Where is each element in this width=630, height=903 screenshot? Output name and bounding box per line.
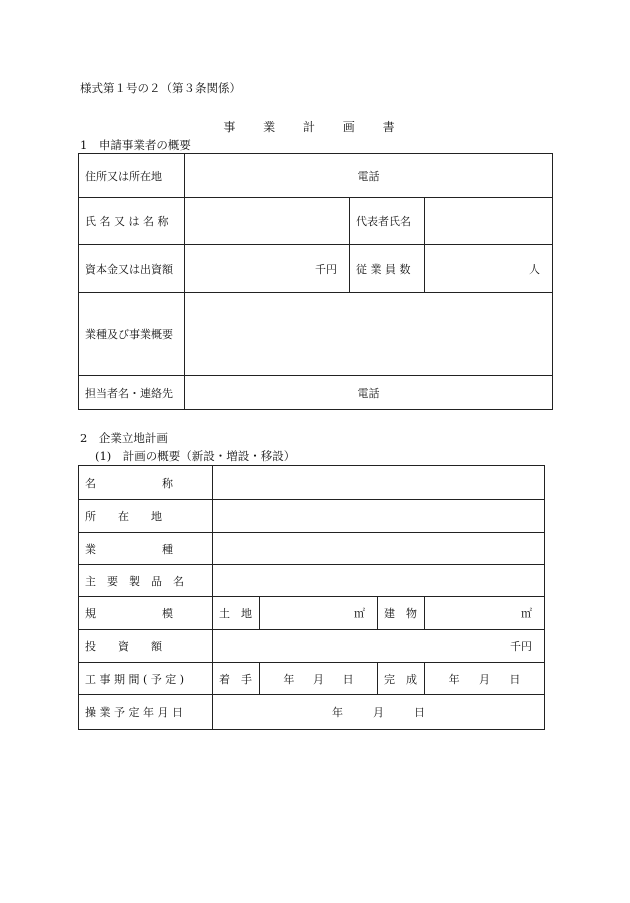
employees-field[interactable] bbox=[425, 245, 553, 293]
start-month-label: 月 bbox=[312, 672, 324, 686]
address-field[interactable] bbox=[185, 154, 553, 198]
completion-month-label: 月 bbox=[478, 672, 490, 686]
land-area-field[interactable] bbox=[260, 597, 378, 630]
operation-month-label: 月 bbox=[373, 706, 384, 719]
table-row bbox=[79, 245, 553, 293]
table-row bbox=[79, 533, 545, 565]
business-label: 業種及び事業概要 bbox=[79, 293, 185, 376]
section2-heading: 2 企業立地計画 bbox=[80, 431, 168, 445]
representative-label: 代表者氏名 bbox=[350, 198, 425, 245]
representative-field[interactable] bbox=[425, 198, 553, 245]
table-row bbox=[79, 500, 545, 533]
investment-field[interactable] bbox=[213, 630, 545, 663]
phone-label: 電話 bbox=[357, 169, 380, 183]
table-row bbox=[79, 630, 545, 663]
start-date-field[interactable] bbox=[260, 663, 378, 695]
land-unit: ㎡ bbox=[354, 607, 365, 620]
section1-heading: 1 申請事業者の概要 bbox=[80, 138, 191, 152]
operation-day-label: 日 bbox=[414, 706, 425, 719]
products-label: 主 要 製 品 名 bbox=[79, 565, 213, 597]
completion-date-field[interactable] bbox=[425, 663, 545, 695]
industry-field[interactable] bbox=[213, 533, 545, 565]
contact-phone-label: 電話 bbox=[357, 386, 380, 400]
scale-label: 規 模 bbox=[79, 597, 213, 630]
completion-year-label: 年 bbox=[448, 672, 460, 686]
products-field[interactable] bbox=[213, 565, 545, 597]
start-year-label: 年 bbox=[283, 672, 295, 686]
form-number: 様式第１号の２（第３条関係） bbox=[80, 81, 241, 95]
table-row bbox=[79, 293, 553, 376]
investment-unit: 千円 bbox=[510, 640, 532, 653]
building-area-field[interactable] bbox=[425, 597, 545, 630]
operation-date-field[interactable] bbox=[213, 695, 545, 730]
applicant-overview-table bbox=[78, 153, 553, 410]
facility-name-field[interactable] bbox=[213, 466, 545, 500]
location-plan-table bbox=[78, 465, 545, 730]
industry-label: 業 種 bbox=[79, 533, 213, 565]
location-label: 所 在 地 bbox=[79, 500, 213, 533]
contact-label: 担当者名・連絡先 bbox=[79, 376, 185, 410]
completion-day-label: 日 bbox=[509, 672, 521, 686]
name-label: 氏 名 又 は 名 称 bbox=[79, 198, 185, 245]
address-label: 住所又は所在地 bbox=[79, 154, 185, 198]
building-label: 建 物 bbox=[378, 597, 425, 630]
facility-name-label: 名 称 bbox=[79, 466, 213, 500]
table-row bbox=[79, 695, 545, 730]
table-row bbox=[79, 565, 545, 597]
table-row bbox=[79, 376, 553, 410]
name-field[interactable] bbox=[185, 198, 350, 245]
employees-unit: 人 bbox=[529, 262, 541, 276]
construction-period-label: 工 事 期 間 ( 予 定 ) bbox=[79, 663, 213, 695]
business-field[interactable] bbox=[185, 293, 553, 376]
table-row bbox=[79, 597, 545, 630]
location-field[interactable] bbox=[213, 500, 545, 533]
capital-unit: 千円 bbox=[315, 262, 337, 276]
table-row bbox=[79, 466, 545, 500]
document-title: 事 業 計 画 書 bbox=[223, 120, 407, 134]
investment-label: 投 資 額 bbox=[79, 630, 213, 663]
employees-label: 従 業 員 数 bbox=[350, 245, 425, 293]
completion-label: 完 成 bbox=[378, 663, 425, 695]
plan-overview-subheading: (1) 計画の概要（新設・増設・移設） bbox=[95, 449, 296, 463]
start-day-label: 日 bbox=[342, 672, 354, 686]
start-label: 着 手 bbox=[213, 663, 260, 695]
capital-field[interactable] bbox=[185, 245, 350, 293]
operation-year-label: 年 bbox=[332, 706, 343, 719]
operation-date-label: 操 業 予 定 年 月 日 bbox=[79, 695, 213, 730]
table-row bbox=[79, 663, 545, 695]
table-row bbox=[79, 154, 553, 198]
table-row bbox=[79, 198, 553, 245]
contact-field[interactable] bbox=[185, 376, 553, 410]
capital-label: 資本金又は出資額 bbox=[79, 245, 185, 293]
building-unit: ㎡ bbox=[521, 607, 532, 620]
land-label: 土 地 bbox=[213, 597, 260, 630]
